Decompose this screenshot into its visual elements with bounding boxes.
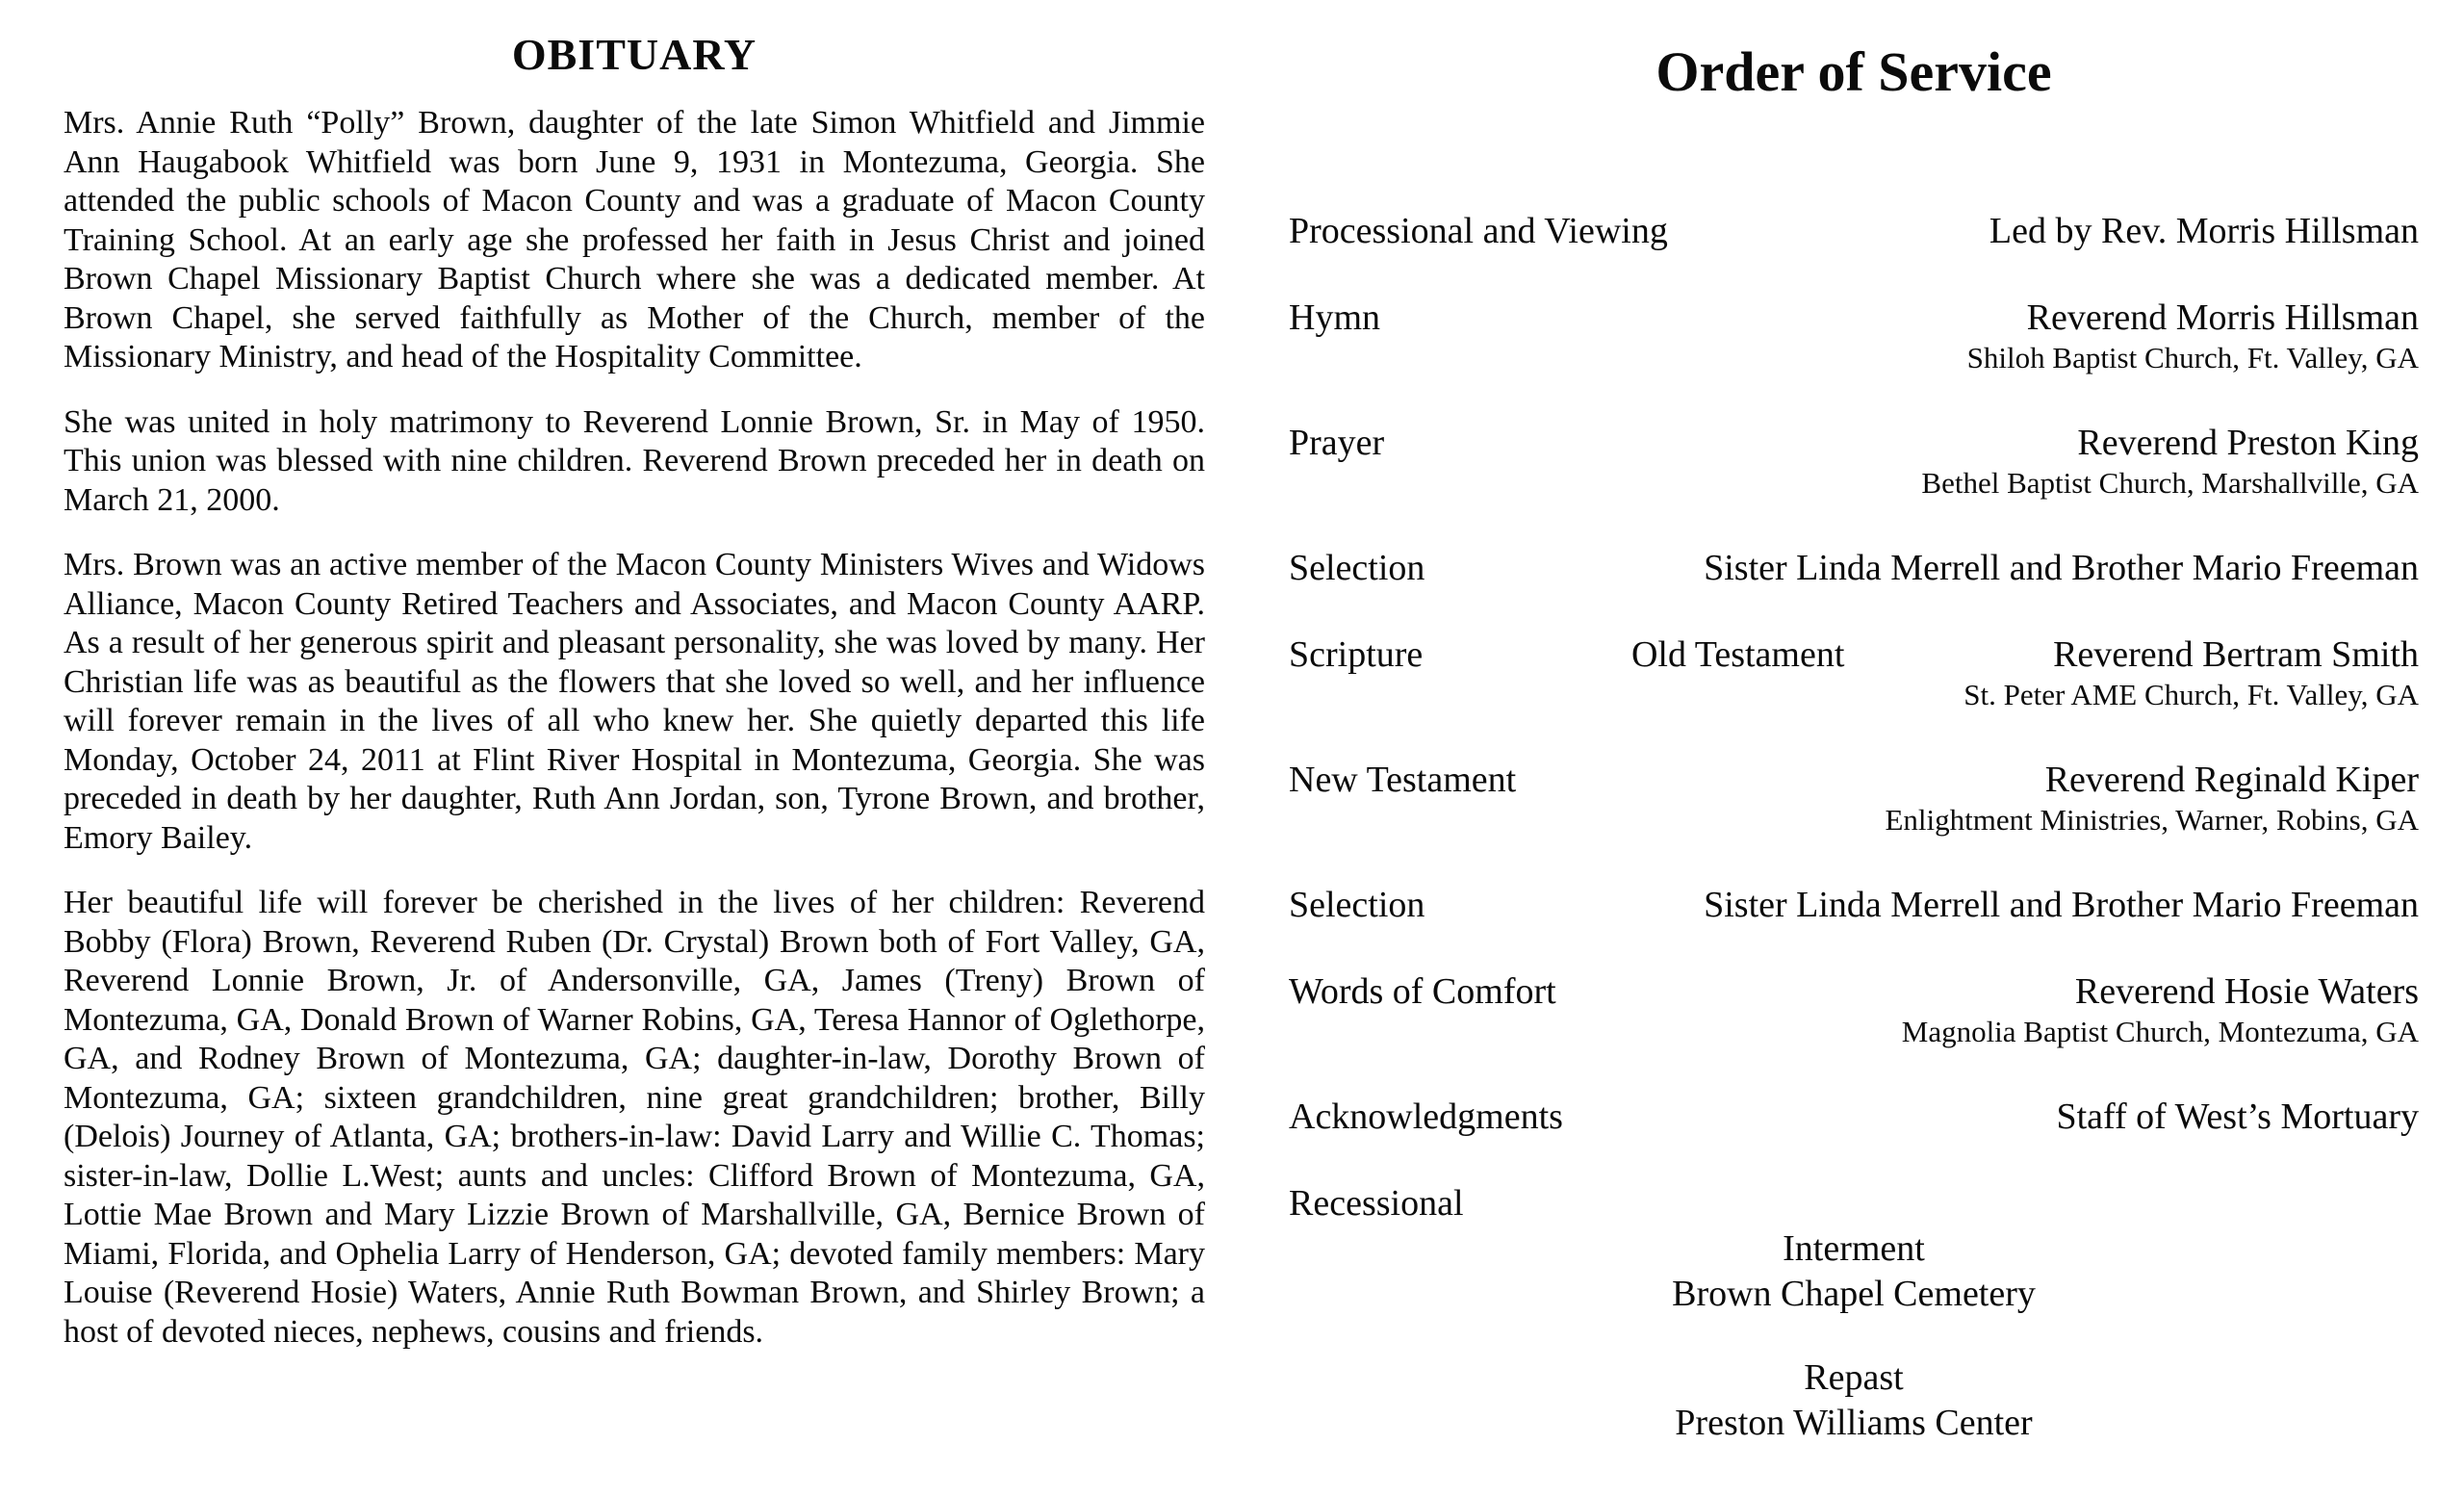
obituary-title: OBITUARY bbox=[511, 30, 757, 79]
service-line bbox=[1289, 970, 2419, 1013]
service-label: Hymn bbox=[1289, 297, 1380, 338]
service-label: Prayer bbox=[1289, 423, 1385, 463]
repast-location: Preston Williams Center bbox=[1675, 1403, 2033, 1443]
service-line bbox=[1289, 884, 2419, 926]
service-item-acknowledgments bbox=[1289, 1096, 2419, 1138]
service-item-selection-2 bbox=[1289, 884, 2419, 926]
interment-block bbox=[1289, 1226, 2419, 1317]
service-item-new-testament bbox=[1289, 759, 2419, 839]
service-line bbox=[1289, 210, 2419, 252]
obituary-section bbox=[64, 29, 1205, 1352]
service-label: Recessional bbox=[1289, 1183, 1464, 1224]
obituary-paragraph-3: Mrs. Brown was an active member of the Macon County Ministers Wives and Widows Alliance, Macon County Retired Teachers and Associates, and Macon County AARP. As a result of her generous spirit and pleasant personality, she was loved by many. Her Christian life was as beautiful as the flowers that she loved so well, and her influence will forever remain in the lives of all who knew her. She quietly departed this life Monday, October 24, 2011 at Flint River Hospital in Montezuma, Georgia. She was preceded in death by her daughter, Ruth Ann Jordan, son, Tyrone Brown, and brother, Emory Bailey. bbox=[64, 547, 1205, 856]
service-label: Acknowledgments bbox=[1289, 1096, 1563, 1137]
service-affiliation: Enlightment Ministries, Warner, Robins, GA bbox=[1885, 803, 2419, 837]
interment-heading: Interment bbox=[1783, 1228, 1925, 1269]
order-of-service-section bbox=[1289, 39, 2419, 1446]
service-label: Selection bbox=[1289, 885, 1425, 925]
service-label: Scripture bbox=[1289, 634, 1424, 675]
service-label: New Testament bbox=[1289, 760, 1517, 800]
service-line bbox=[1289, 1182, 2419, 1225]
service-affiliation: Bethel Baptist Church, Marshallville, GA bbox=[1921, 466, 2419, 500]
service-label: Words of Comfort bbox=[1289, 971, 1556, 1012]
obituary-paragraph-4: Her beautiful life will forever be cherished in the lives of her children: Reverend Bobby (Flora) Brown, Reverend Ruben (Dr. Crystal) Brown both of Fort Valley, GA, Reverend Lonnie Brown, Jr. of Andersonville, GA, James (Treny) Brown of Montezuma, GA, Donald Brown of Warner Robins, GA, Teresa Hannor of Oglethorpe, GA, and Rodney Brown of Montezuma, GA; daughter-in-law, Dorothy Brown of Montezuma, GA; sixteen grandchildren, nine great grandchildren; brother, Billy (Delois) Journey of Atlanta, GA; brothers-in-law: David Larry and Willie C. Thomas; sister-in-law, Dollie L.West; aunts and uncles: Clifford Brown of Montezuma, GA, Lottie Mae Brown and Mary Lizzie Brown of Marshallville, GA, Bernice Brown of Miami, Florida, and Ophelia Larry of Henderson, GA; devoted family members: Mary Louise (Reverend Hosie) Waters, Annie Ruth Bowman Brown, and Shirley Brown; a host of devoted nieces, nephews, cousins and friends. bbox=[64, 885, 1205, 1350]
service-person: Reverend Hosie Waters bbox=[2074, 971, 2419, 1012]
service-line bbox=[1289, 547, 2419, 589]
repast-block bbox=[1289, 1355, 2419, 1446]
service-line bbox=[1289, 759, 2419, 801]
service-item-scripture-old-testament bbox=[1289, 633, 2419, 714]
service-line bbox=[1289, 1096, 2419, 1138]
service-person: Staff of West’s Mortuary bbox=[2056, 1096, 2419, 1137]
service-person: Led by Rev. Morris Hillsman bbox=[1989, 211, 2419, 251]
service-middle: Old Testament bbox=[1630, 634, 1845, 675]
service-person: Reverend Preston King bbox=[2077, 423, 2419, 463]
service-person: Reverend Morris Hillsman bbox=[2026, 297, 2419, 338]
service-affiliation: Magnolia Baptist Church, Montezuma, GA bbox=[1901, 1015, 2419, 1048]
service-person: Reverend Reginald Kiper bbox=[2044, 760, 2419, 800]
service-line bbox=[1289, 422, 2419, 464]
service-item-hymn bbox=[1289, 297, 2419, 377]
service-item-processional bbox=[1289, 210, 2419, 252]
interment-location: Brown Chapel Cemetery bbox=[1672, 1274, 2036, 1314]
service-person: Reverend Bertram Smith bbox=[2053, 634, 2419, 675]
service-item-selection-1 bbox=[1289, 547, 2419, 589]
obituary-paragraph-2: She was united in holy matrimony to Reverend Lonnie Brown, Sr. in May of 1950. This union was blessed with nine children. Reverend Brown preceded her in death on March 21, 2000. bbox=[64, 403, 1205, 518]
service-item-words-of-comfort bbox=[1289, 970, 2419, 1051]
service-affiliation: Shiloh Baptist Church, Ft. Valley, GA bbox=[1966, 341, 2419, 374]
service-item-recessional bbox=[1289, 1182, 2419, 1225]
service-line bbox=[1289, 297, 2419, 339]
service-affiliation: St. Peter AME Church, Ft. Valley, GA bbox=[1964, 678, 2419, 711]
service-person: Sister Linda Merrell and Brother Mario Freeman bbox=[1704, 548, 2419, 588]
service-label: Processional and Viewing bbox=[1289, 211, 1668, 251]
obituary-paragraph-1: Mrs. Annie Ruth “Polly” Brown, daughter of the late Simon Whitfield and Jimmie Ann Haugabook Whitfield was born June 9, 1931 in Montezuma, Georgia. She attended the public schools of Macon County and was a graduate of Macon County Training School. At an early age she professed her faith in Jesus Christ and joined Brown Chapel Missionary Baptist Church where she was a dedicated member. At Brown Chapel, she served faithfully as Mother of the Church, member of the Missionary Ministry, and head of the Hospitality Committee. bbox=[64, 105, 1205, 374]
service-label: Selection bbox=[1289, 548, 1425, 588]
repast-heading: Repast bbox=[1804, 1357, 1904, 1398]
order-of-service-title: Order of Service bbox=[1656, 40, 2052, 103]
service-item-prayer bbox=[1289, 422, 2419, 503]
service-line bbox=[1289, 633, 2419, 676]
service-person: Sister Linda Merrell and Brother Mario Freeman bbox=[1704, 885, 2419, 925]
